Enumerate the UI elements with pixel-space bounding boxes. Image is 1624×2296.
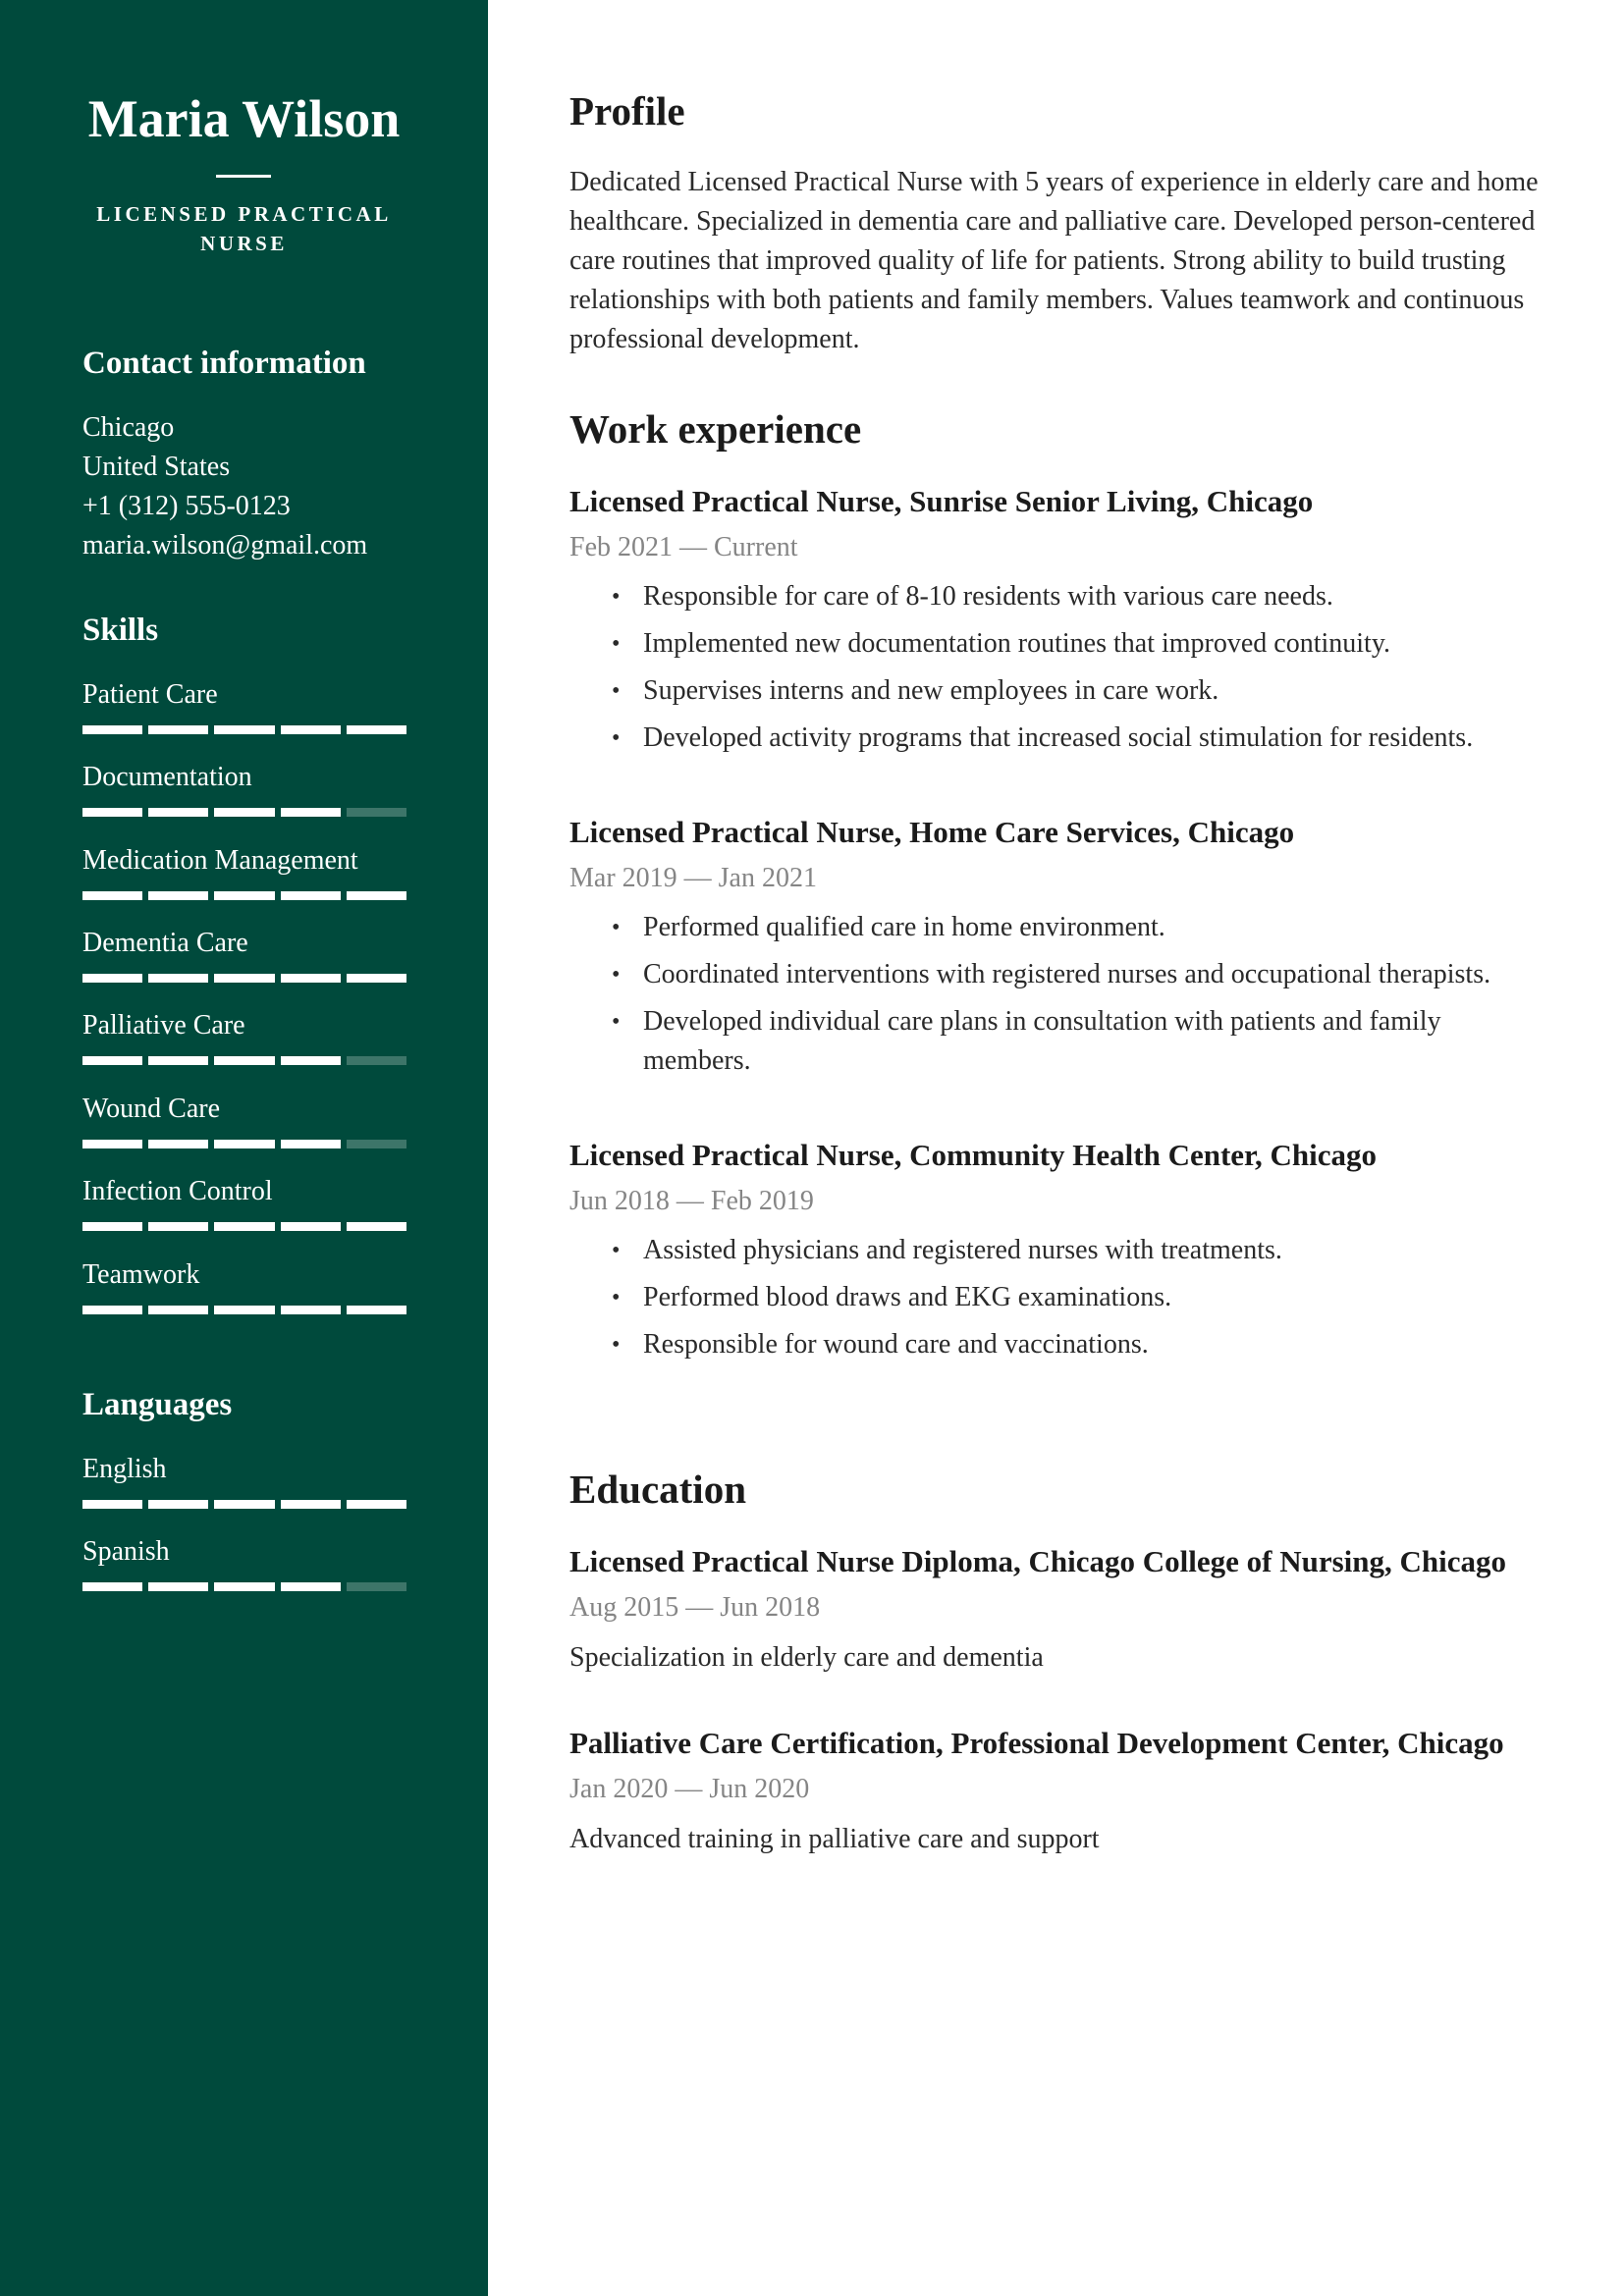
skill-level-bar bbox=[82, 1140, 406, 1148]
level-segment-filled bbox=[214, 725, 274, 734]
level-segment-filled bbox=[347, 1222, 406, 1231]
language-level-bar bbox=[82, 1500, 406, 1509]
level-segment-filled bbox=[281, 1500, 341, 1509]
contact-phone: +1 (312) 555-0123 bbox=[82, 491, 291, 521]
level-segment-filled bbox=[214, 1306, 274, 1314]
level-segment-filled bbox=[214, 808, 274, 817]
level-segment-empty bbox=[347, 808, 406, 817]
bullet-item: • Implemented new documentation routines that improved continuity. bbox=[606, 624, 1529, 664]
bullet-item: • Performed blood draws and EKG examinations. bbox=[606, 1278, 1529, 1317]
education-heading: Education bbox=[569, 1467, 746, 1512]
contact-heading: Contact information bbox=[82, 346, 366, 381]
education-description: Specialization in elderly care and dementia bbox=[569, 1642, 1044, 1673]
level-segment-filled bbox=[82, 1582, 142, 1591]
job-title: LICENSED PRACTICAL NURSE bbox=[96, 202, 392, 255]
language-level-bar bbox=[82, 1582, 406, 1591]
level-segment-filled bbox=[148, 1056, 208, 1065]
level-segment-filled bbox=[214, 1140, 274, 1148]
level-segment-filled bbox=[148, 891, 208, 900]
contact-email: maria.wilson@gmail.com bbox=[82, 530, 368, 561]
contact-country: United States bbox=[82, 452, 231, 482]
language-label: English bbox=[82, 1454, 167, 1484]
education-title-line: Palliative Care Certification, Professional Development Center, Chicago bbox=[569, 1726, 1504, 1760]
skill-label: Documentation bbox=[82, 762, 252, 792]
level-segment-empty bbox=[347, 1140, 406, 1148]
level-segment-filled bbox=[281, 974, 341, 983]
education-dates: Jan 2020 — Jun 2020 bbox=[569, 1774, 810, 1804]
job-dates: Mar 2019 — Jan 2021 bbox=[569, 863, 817, 893]
education-title-line: Licensed Practical Nurse Diploma, Chicago College of Nursing, Chicago bbox=[569, 1544, 1507, 1578]
level-segment-filled bbox=[148, 1140, 208, 1148]
bullet-item: • Responsible for wound care and vaccinations. bbox=[606, 1325, 1529, 1364]
level-segment-filled bbox=[347, 974, 406, 983]
level-segment-filled bbox=[82, 891, 142, 900]
level-segment-filled bbox=[148, 1582, 208, 1591]
profile-heading: Profile bbox=[569, 88, 685, 133]
level-segment-filled bbox=[281, 891, 341, 900]
bullet-item: • Assisted physicians and registered nurses with treatments. bbox=[606, 1231, 1529, 1270]
skill-label: Dementia Care bbox=[82, 928, 248, 958]
skill-label: Infection Control bbox=[82, 1176, 273, 1206]
skills-heading: Skills bbox=[82, 613, 159, 648]
work-heading: Work experience bbox=[569, 406, 862, 452]
level-segment-filled bbox=[82, 1500, 142, 1509]
education-dates: Aug 2015 — Jun 2018 bbox=[569, 1592, 821, 1623]
job-bullets bbox=[606, 1231, 1529, 1372]
job-title-line: Licensed Practical Nurse, Sunrise Senior Living, Chicago bbox=[569, 484, 1314, 518]
level-segment-filled bbox=[82, 1140, 142, 1148]
bullet-item: • Supervises interns and new employees in care work. bbox=[606, 671, 1529, 711]
education-description: Advanced training in palliative care and support bbox=[569, 1824, 1100, 1854]
level-segment-filled bbox=[281, 808, 341, 817]
sidebar bbox=[0, 0, 488, 2296]
level-segment-empty bbox=[347, 1056, 406, 1065]
skill-level-bar bbox=[82, 974, 406, 983]
languages-heading: Languages bbox=[82, 1387, 233, 1422]
skill-label: Medication Management bbox=[82, 845, 358, 876]
skill-level-bar bbox=[82, 1222, 406, 1231]
level-segment-filled bbox=[214, 1056, 274, 1065]
level-segment-filled bbox=[281, 725, 341, 734]
job-title-line: Licensed Practical Nurse, Community Health Center, Chicago bbox=[569, 1138, 1377, 1172]
bullet-item: • Coordinated interventions with registered nurses and occupational therapists. bbox=[606, 955, 1529, 994]
bullet-item: • Developed individual care plans in consultation with patients and family members. bbox=[606, 1002, 1529, 1081]
level-segment-filled bbox=[82, 725, 142, 734]
level-segment-filled bbox=[214, 891, 274, 900]
job-dates: Feb 2021 — Current bbox=[569, 532, 798, 562]
skill-label: Wound Care bbox=[82, 1094, 221, 1124]
level-segment-filled bbox=[214, 974, 274, 983]
level-segment-filled bbox=[347, 725, 406, 734]
level-segment-filled bbox=[281, 1056, 341, 1065]
bullet-item: • Performed qualified care in home environment. bbox=[606, 908, 1529, 947]
skill-label: Patient Care bbox=[82, 679, 218, 710]
job-title-line: Licensed Practical Nurse, Home Care Services, Chicago bbox=[569, 815, 1295, 849]
candidate-name: Maria Wilson bbox=[87, 89, 401, 148]
job-dates: Jun 2018 — Feb 2019 bbox=[569, 1186, 814, 1216]
level-segment-filled bbox=[82, 974, 142, 983]
level-segment-filled bbox=[281, 1222, 341, 1231]
skill-level-bar bbox=[82, 725, 406, 734]
skill-label: Teamwork bbox=[82, 1259, 200, 1290]
level-segment-filled bbox=[214, 1582, 274, 1591]
skill-label: Palliative Care bbox=[82, 1010, 245, 1041]
profile-text: Dedicated Licensed Practical Nurse with 5 years of experience in elderly care and home healthcare. Specialized in dementia care and palliative care. Developed person-centered care routines that improved quality of life for patients. Strong ability to build trusting relationships with both patients and family members. Values teamwork and continuous professional development. bbox=[569, 167, 1539, 354]
job-bullets bbox=[606, 577, 1529, 766]
contact-city: Chicago bbox=[82, 412, 175, 443]
level-segment-empty bbox=[347, 1582, 406, 1591]
level-segment-filled bbox=[148, 974, 208, 983]
main-content bbox=[488, 0, 1624, 2296]
skill-level-bar bbox=[82, 808, 406, 817]
level-segment-filled bbox=[148, 1500, 208, 1509]
level-segment-filled bbox=[82, 808, 142, 817]
language-label: Spanish bbox=[82, 1536, 170, 1567]
level-segment-filled bbox=[148, 1306, 208, 1314]
level-segment-filled bbox=[82, 1306, 142, 1314]
level-segment-filled bbox=[281, 1582, 341, 1591]
level-segment-filled bbox=[148, 1222, 208, 1231]
skill-level-bar bbox=[82, 1306, 406, 1314]
name-divider bbox=[216, 175, 271, 178]
level-segment-filled bbox=[347, 1306, 406, 1314]
level-segment-filled bbox=[148, 725, 208, 734]
level-segment-filled bbox=[281, 1140, 341, 1148]
skill-level-bar bbox=[82, 1056, 406, 1065]
level-segment-filled bbox=[347, 891, 406, 900]
level-segment-filled bbox=[347, 1500, 406, 1509]
level-segment-filled bbox=[281, 1306, 341, 1314]
level-segment-filled bbox=[82, 1222, 142, 1231]
skill-level-bar bbox=[82, 891, 406, 900]
bullet-item: • Developed activity programs that increased social stimulation for residents. bbox=[606, 719, 1529, 758]
bullet-item: • Responsible for care of 8-10 residents with various care needs. bbox=[606, 577, 1529, 616]
job-bullets bbox=[606, 908, 1529, 1089]
level-segment-filled bbox=[214, 1222, 274, 1231]
level-segment-filled bbox=[82, 1056, 142, 1065]
level-segment-filled bbox=[148, 808, 208, 817]
level-segment-filled bbox=[214, 1500, 274, 1509]
